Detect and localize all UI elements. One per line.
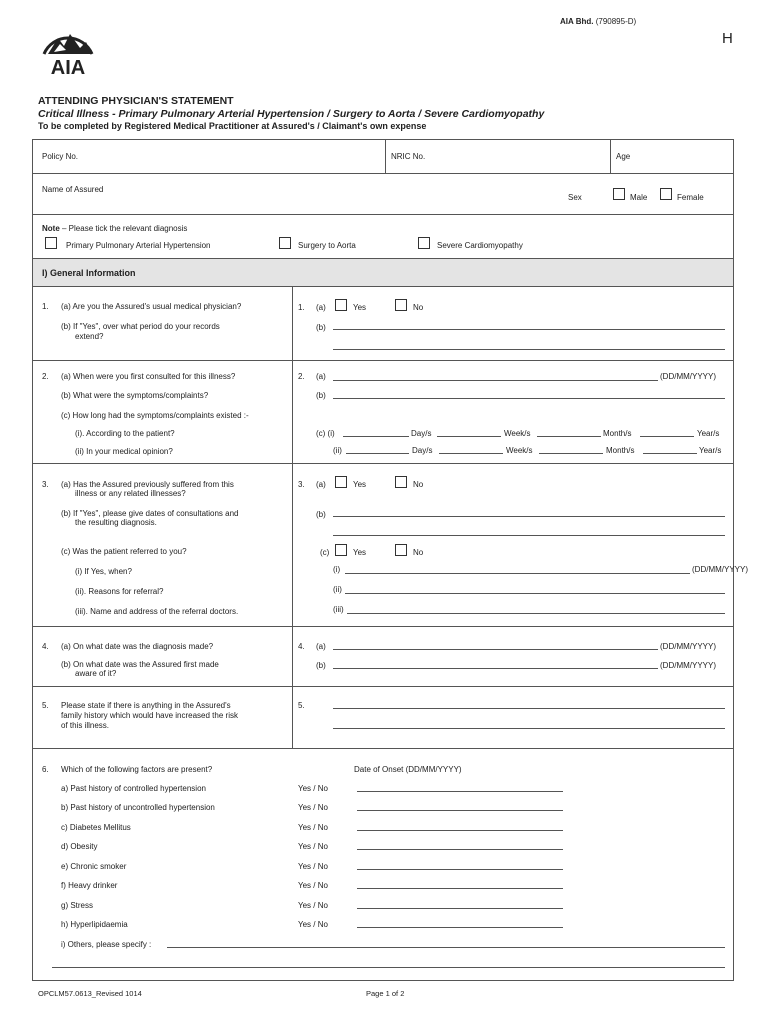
q6-num: 6. (42, 765, 49, 774)
q6-yes-no[interactable]: Yes / No (298, 842, 328, 851)
q6-onset-line[interactable] (357, 869, 563, 870)
q6-others-label: i) Others, please specify : (61, 940, 152, 949)
diagnosis-checkbox-pah[interactable] (45, 237, 57, 249)
q6-onset-line[interactable] (357, 810, 563, 811)
q6-yes-no[interactable]: Yes / No (298, 881, 328, 890)
q3-ciii-text: (iii). Name and address of the referral doctors. (75, 607, 239, 616)
completion-note: To be completed by Registered Medical Practitioner at Assured's / Claimant's own expense (38, 121, 427, 131)
female-label: Female (677, 193, 704, 202)
q3-b-text: (b) If "Yes", please give dates of consultations and (61, 509, 239, 518)
q1-ans-a: (a) (316, 303, 326, 312)
nric-no-label: NRIC No. (391, 152, 426, 161)
q5-num: 5. (42, 701, 49, 710)
section-header-bg (33, 259, 733, 286)
q6-onset-line[interactable] (357, 791, 563, 792)
q6-onset-line[interactable] (357, 849, 563, 850)
q6-yes-no[interactable]: Yes / No (298, 803, 328, 812)
q2-ci-years: Year/s (697, 429, 720, 438)
q2-cii-years-line[interactable] (643, 453, 697, 454)
q2-ci-years-line[interactable] (640, 436, 694, 437)
q4-ans-num: 4. (298, 642, 305, 651)
q6-factor: a) Past history of controlled hypertension (61, 784, 206, 793)
q3-ans-c: (c) (320, 548, 330, 557)
diagnosis-checkbox-aorta[interactable] (279, 237, 291, 249)
diagnosis-label-cardiomyopathy: Severe Cardiomyopathy (437, 241, 523, 250)
q4-ans-b: (b) (316, 661, 326, 670)
q1-b-line-1[interactable] (333, 329, 725, 330)
q5-line-1[interactable] (333, 708, 725, 709)
q1-no-checkbox[interactable] (395, 299, 407, 311)
q3-ci-line[interactable] (345, 573, 690, 574)
q2-c-text: (c) How long had the symptoms/complaints existed :- (61, 411, 249, 420)
q1-b-text-2: extend? (75, 332, 104, 341)
company-name: AIA Bhd. (790895-D) (560, 17, 637, 26)
male-checkbox[interactable] (613, 188, 625, 200)
q2-a-date-format: (DD/MM/YYYY) (660, 372, 716, 381)
q2-cii-text: (ii) In your medical opinion? (75, 447, 173, 456)
q2-cii-months: Month/s (606, 446, 635, 455)
q3-ci-text: (i) If Yes, when? (75, 567, 132, 576)
q2-ci-days-line[interactable] (343, 436, 409, 437)
policy-no-label: Policy No. (42, 152, 79, 161)
q4-b-text-2: aware of it? (75, 669, 117, 678)
q6-onset-line[interactable] (357, 830, 563, 831)
q3-c-no-label: No (413, 548, 424, 557)
q1-b-line-2[interactable] (333, 349, 725, 350)
q6-factor: c) Diabetes Mellitus (61, 823, 131, 832)
diagnosis-label-pah: Primary Pulmonary Arterial Hypertension (66, 241, 211, 250)
q5-line-2[interactable] (333, 728, 725, 729)
q6-onset-line[interactable] (357, 888, 563, 889)
q3-a-yes-label: Yes (353, 480, 367, 489)
q2-cii-days: Day/s (412, 446, 433, 455)
name-label: Name of Assured (42, 185, 104, 194)
q2-ci-text: (i). According to the patient? (75, 429, 175, 438)
q4-a-line[interactable] (333, 649, 658, 650)
q6-factor: h) Hyperlipidaemia (61, 920, 128, 929)
q2-ans-a: (a) (316, 372, 326, 381)
q1-ans-b: (b) (316, 323, 326, 332)
q3-b-line-1[interactable] (333, 516, 725, 517)
q3-ans-i: (i) (333, 565, 341, 574)
q3-a-yes-checkbox[interactable] (335, 476, 347, 488)
q2-ci-days: Day/s (411, 429, 432, 438)
q5-ans-num: 5. (298, 701, 305, 710)
q6-onset-line[interactable] (357, 908, 563, 909)
q2-ci-weeks-line[interactable] (437, 436, 501, 437)
q6-yes-no[interactable]: Yes / No (298, 823, 328, 832)
age-label: Age (616, 152, 631, 161)
q3-ciii-line[interactable] (347, 613, 725, 614)
q3-ans-a: (a) (316, 480, 326, 489)
q3-a-no-checkbox[interactable] (395, 476, 407, 488)
q2-ans-cii: (ii) (333, 446, 342, 455)
q1-num: 1. (42, 302, 49, 311)
q3-ans-b: (b) (316, 510, 326, 519)
diagnosis-checkbox-cardiomyopathy[interactable] (418, 237, 430, 249)
diagnosis-label-aorta: Surgery to Aorta (298, 241, 356, 250)
section-general-information: I) General Information (42, 268, 136, 278)
q2-ans-b: (b) (316, 391, 326, 400)
q6-yes-no[interactable]: Yes / No (298, 862, 328, 871)
q6-text: Which of the following factors are present? (61, 765, 213, 774)
q3-a-no-label: No (413, 480, 424, 489)
q3-c-text: (c) Was the patient referred to you? (61, 547, 187, 556)
q4-ans-a: (a) (316, 642, 326, 651)
male-label: Male (630, 193, 648, 202)
q5-text-2: family history which would have increased the risk (61, 711, 238, 720)
page-subtitle: Critical Illness - Primary Pulmonary Arterial Hypertension / Surgery to Aorta / Severe Cardiomyopathy (38, 108, 545, 120)
q3-c-yes-checkbox[interactable] (335, 544, 347, 556)
q1-yes-label: Yes (353, 303, 367, 312)
q3-ans-num: 3. (298, 480, 305, 489)
q2-b-line[interactable] (333, 398, 725, 399)
q6-onset-line[interactable] (357, 927, 563, 928)
q4-b-text: (b) On what date was the Assured first made (61, 660, 219, 669)
page-title: ATTENDING PHYSICIAN'S STATEMENT (38, 95, 234, 107)
q6-factor: d) Obesity (61, 842, 98, 851)
diagnosis-note: Note – Please tick the relevant diagnosis (42, 224, 188, 233)
q3-cii-line[interactable] (345, 593, 725, 594)
sex-label: Sex (568, 193, 582, 202)
q6-yes-no[interactable]: Yes / No (298, 901, 328, 910)
q3-ci-date-format: (DD/MM/YYYY) (692, 565, 748, 574)
svg-text:AIA: AIA (50, 57, 86, 78)
q4-num: 4. (42, 642, 49, 651)
q6-others-line-1[interactable] (167, 947, 725, 948)
q2-ans-num: 2. (298, 372, 305, 381)
q6-yes-no[interactable]: Yes / No (298, 920, 328, 929)
q3-cii-text: (ii). Reasons for referral? (75, 587, 164, 596)
q3-c-no-checkbox[interactable] (395, 544, 407, 556)
page-number: Page 1 of 2 (366, 989, 405, 998)
q3-a-text: (a) Has the Assured previously suffered from this (61, 480, 234, 489)
q1-yes-checkbox[interactable] (335, 299, 347, 311)
q2-cii-weeks: Week/s (506, 446, 533, 455)
q3-a-text-2: illness or any related illnesses? (75, 489, 186, 498)
female-checkbox[interactable] (660, 188, 672, 200)
q6-onset-header: Date of Onset (DD/MM/YYYY) (354, 765, 462, 774)
aia-logo-icon (36, 22, 100, 78)
q2-ci-weeks: Week/s (504, 429, 531, 438)
q2-b-text: (b) What were the symptoms/complaints? (61, 391, 209, 400)
q2-num: 2. (42, 372, 49, 381)
q6-yes-no[interactable]: Yes / No (298, 784, 328, 793)
q2-cii-months-line[interactable] (539, 453, 603, 454)
q1-no-label: No (413, 303, 424, 312)
q2-ans-c: (c) (i) (316, 429, 335, 438)
q4-a-text: (a) On what date was the diagnosis made? (61, 642, 214, 651)
aia-logo (36, 22, 100, 78)
q2-a-line[interactable] (333, 380, 658, 381)
form-letter: H (722, 30, 733, 47)
q3-b-text-2: the resulting diagnosis. (75, 518, 157, 527)
q2-cii-days-line[interactable] (346, 453, 409, 454)
q1-a-text: (a) Are you the Assured's usual medical physician? (61, 302, 242, 311)
q2-a-text: (a) When were you first consulted for this illness? (61, 372, 236, 381)
q2-cii-weeks-line[interactable] (439, 453, 503, 454)
q2-ci-months-line[interactable] (537, 436, 601, 437)
q6-factor: g) Stress (61, 901, 94, 910)
q3-c-yes-label: Yes (353, 548, 367, 557)
q1-ans-num: 1. (298, 303, 305, 312)
q4-b-date-format: (DD/MM/YYYY) (660, 661, 716, 670)
q6-others-line-2[interactable] (52, 967, 725, 968)
q3-b-line-2[interactable] (333, 535, 725, 536)
q3-ans-iii: (iii) (333, 605, 344, 614)
form-code: OPCLM57.0613_Revised 1014 (38, 989, 142, 998)
q4-b-line[interactable] (333, 668, 658, 669)
q4-a-date-format: (DD/MM/YYYY) (660, 642, 716, 651)
q6-factor: f) Heavy drinker (61, 881, 118, 890)
q6-factor: e) Chronic smoker (61, 862, 127, 871)
q6-factor: b) Past history of uncontrolled hypertension (61, 803, 215, 812)
q1-b-text: (b) If "Yes", over what period do your records (61, 322, 220, 331)
q5-text-3: of this illness. (61, 721, 110, 730)
q3-ans-ii: (ii) (333, 585, 342, 594)
q2-ci-months: Month/s (603, 429, 632, 438)
q5-text-1: Please state if there is anything in the Assured's (61, 701, 231, 710)
q2-cii-years: Year/s (699, 446, 722, 455)
q3-num: 3. (42, 480, 49, 489)
